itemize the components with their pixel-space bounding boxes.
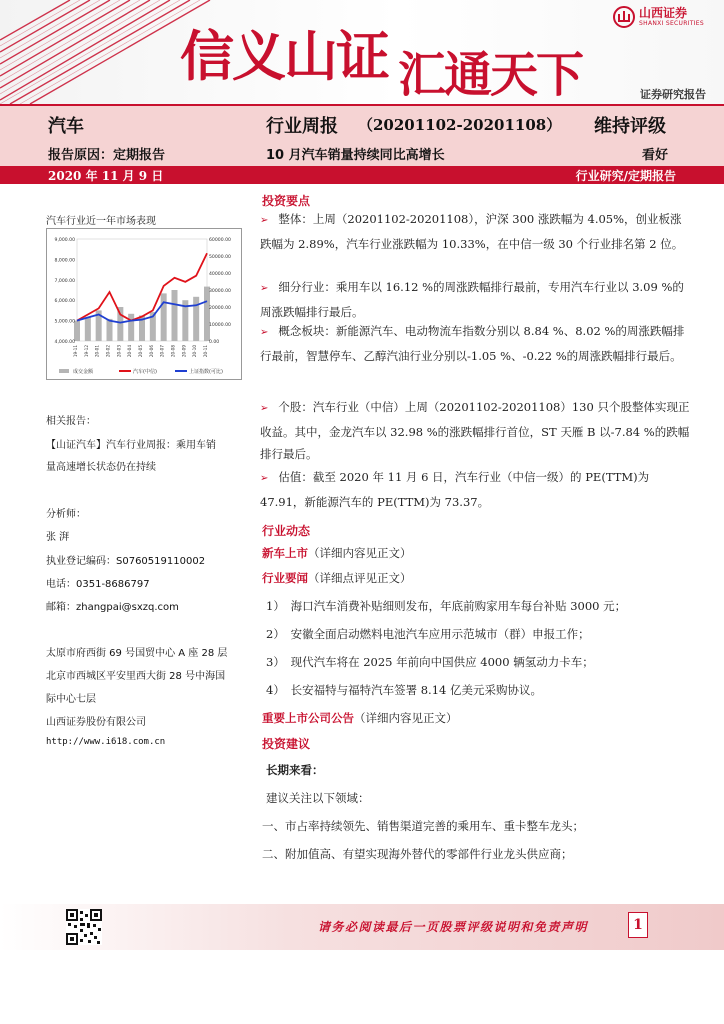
y-left-tick-label: 4,000.00 [54,340,75,345]
x-tick-label: 19-11 [73,345,78,358]
slogan-part-1: 信义山证 [180,25,388,88]
analyst-phone: 电话：0351-8686797 [46,579,150,590]
logo-mark-icon [613,6,635,28]
volume-bar [107,319,113,341]
y-left-tick-label: 5,000.00 [54,319,75,325]
x-tick-label: 19-12 [83,345,89,358]
x-tick-label: 20-11 [203,345,208,358]
y-right-tick-label: 50000.00 [209,255,231,260]
x-tick-label: 20-01 [94,345,100,358]
legend-label: 上证指数(可比) [189,369,223,375]
footer-disclaimer: 请务必阅读最后一页股票评级说明和免责声明 [318,920,589,934]
x-tick-label: 20-07 [159,345,165,358]
section-investment-advice: 投资建议 [262,737,311,751]
x-tick-label: 20-02 [105,345,111,358]
bullet-stocks: ➢ 个股：汽车行业（中信）上周（20201102-20201108）130 只个股整体实现正收益。其中，金龙汽车以 32.98 %的涨跌幅排行首位，ST 天雁 B 以-7.84 %的跌幅排行最后。 [260,400,690,461]
company-logo [613,6,704,28]
x-tick-label: 20-06 [148,345,154,358]
market-chart-svg [47,229,243,381]
qr-code-icon[interactable] [66,909,102,945]
volume-bar [128,314,134,341]
volume-bar [193,297,199,341]
section-industry-news: 行业动态 [262,524,311,538]
x-tick-label: 20-03 [116,345,122,358]
chart-title: 汽车行业近一年市场表现 [46,216,156,227]
brand-name-cn: 山西证券 [639,6,688,20]
legend-swatch [59,369,69,373]
header-banner [0,0,724,104]
address-beijing-cont: 际中心七层 [46,694,96,705]
x-tick-label: 20-09 [181,345,187,358]
news-item-4: 4） 长安福特与福特汽车签署 8.14 亿美元采购协议。 [266,683,542,697]
address-beijing: 北京市西城区平安里西大街 28 号中海国 [46,671,226,682]
volume-bar [161,293,167,341]
report-date: 2020 年 11 月 9 日 [48,169,164,183]
related-label: 相关报告： [46,416,96,427]
report-reason: 报告原因：定期报告 [48,148,166,163]
arrow-icon: ➢ [260,283,269,294]
analyst-label: 分析师： [46,509,86,520]
page-number: 1 [628,912,648,938]
address-taiyuan: 太原市府西街 69 号国贸中心 A 座 28 层 [46,648,228,659]
y-right-tick-label: 0.00 [209,340,220,345]
volume-bar [204,287,210,341]
y-left-tick-label: 9,000.00 [54,238,75,243]
y-right-tick-label: 30000.00 [209,289,231,294]
long-term-label: 长期来看： [266,763,324,777]
report-headline: 10 月汽车销量持续同比高增长 [266,148,445,163]
bullet-valuation: ➢ 估值：截至 2020 年 11 月 6 日，汽车行业（中信一级）的 PE(TTM)为 47.91，新能源汽车的 PE(TTM)为 73.37。 [260,470,650,509]
announcement-heading: 重要上市公司公告（详细内容见正文） [262,711,458,725]
slogan-part-2: 汇通天下 [398,47,583,103]
report-period: （20201102-20201108） [358,116,562,134]
legend-label: 汽车(中信) [133,369,157,375]
analyst-name: 张 湃 [46,532,70,543]
title-bar [0,106,724,166]
bullet-overall: ➢ 整体：上周（20201102-20201108），沪深 300 涨跌幅为 4.05%，创业板涨跌幅为 2.89%，汽车行业涨跌幅为 10.33%，在中信一级 30 个行业排名第 2 位。 [260,212,684,251]
analyst-cert: 执业登记编码：S0760519110002 [46,556,206,567]
news-item-2: 2） 安徽全面启动燃料电池汽车应用示范城市（群）申报工作； [266,627,590,641]
y-left-tick-label: 7,000.00 [54,278,75,284]
x-tick-label: 20-04 [127,345,133,358]
news-item-3: 3） 现代汽车将在 2025 年前向中国供应 4000 辆氢动力卡车； [266,655,594,669]
volume-bar [172,290,178,341]
arrow-icon: ➢ [260,473,269,484]
bullet-subsector: ➢ 细分行业：乘用车以 16.12 %的周涨跌幅排行最前，专用汽车行业以 3.09 %的周涨跌幅排行最后。 [260,280,684,319]
report-kind: 行业周报 [266,116,338,137]
analyst-email[interactable]: 邮箱：zhangpai@sxzq.com [46,602,179,613]
y-left-tick-label: 6,000.00 [54,299,75,305]
new-car-heading: 新车上市（详细内容见正文） [262,546,412,560]
company-name: 山西证券股份有限公司 [46,717,146,728]
x-tick-label: 20-08 [170,345,176,358]
related-report-line-2[interactable]: 量高速增长状态仍在持续 [46,462,156,473]
advice-item-2: 二、附加值高、有望实现海外替代的零部件行业龙头供应商； [262,847,573,861]
y-right-tick-label: 20000.00 [209,306,231,311]
arrow-icon: ➢ [260,403,269,414]
advice-item-1: 一、市占率持续领先、销售渠道完善的乘用车、重卡整车龙头； [262,819,584,833]
x-tick-label: 20-05 [138,345,143,358]
x-tick-label: 20-10 [192,345,198,358]
y-right-tick-label: 10000.00 [209,323,231,328]
y-right-tick-label: 60000.00 [209,238,231,243]
y-right-tick-label: 40000.00 [209,272,231,277]
arrow-icon: ➢ [260,327,269,338]
sector-name: 汽车 [48,116,84,137]
y-left-tick-label: 8,000.00 [54,258,75,264]
report-type: 证券研究报告 [640,88,706,101]
report-category: 行业研究/定期报告 [575,169,676,183]
section-investment-highlights: 投资要点 [262,194,311,208]
news-heading: 行业要闻（详细点评见正文） [262,571,412,585]
legend-label: 成交金额 [73,369,94,375]
rating-value: 看好 [642,148,669,163]
bullet-concept: ➢ 概念板块：新能源汽车、电动物流车指数分别以 8.84 %、8.02 %的周涨跌幅排行最前，智慧停车、乙醇汽油行业分别以-1.05 %、-0.22 %的周涨跌幅排行最后。 [260,324,685,363]
related-report-line-1[interactable]: 【山证汽车】汽车行业周报：乘用车销 [46,440,216,451]
news-item-1: 1） 海口汽车消费补贴细则发布，年底前购家用车每台补贴 3000 元； [266,599,627,613]
brand-name-en: SHANXI SECURITIES [639,20,704,27]
date-bar [0,166,724,184]
market-chart [46,228,242,380]
arrow-icon: ➢ [260,215,269,226]
company-website[interactable]: http://www.i618.com.cn [46,737,166,747]
advice-intro: 建议关注以下领域： [266,791,370,805]
volume-bar [85,317,91,341]
rating-label: 维持评级 [594,116,666,137]
